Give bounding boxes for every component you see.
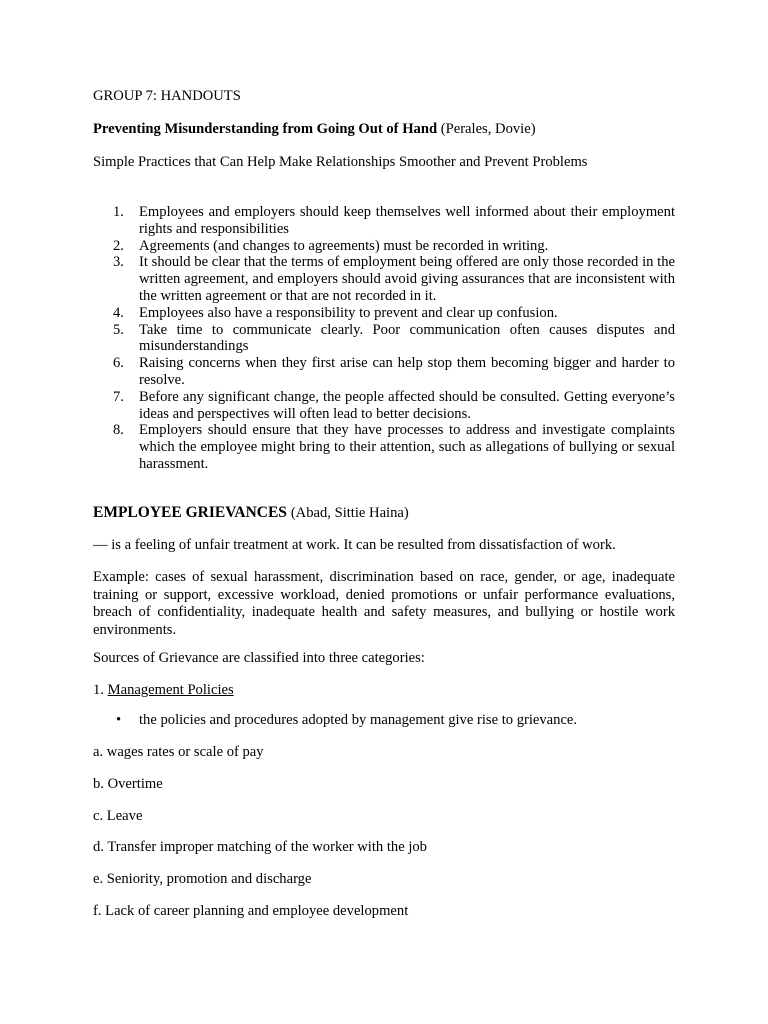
bullet-text: the policies and procedures adopted by management give rise to grievance.: [139, 712, 578, 728]
handout-title: GROUP 7: HANDOUTS: [93, 88, 241, 104]
section1-authors: (Perales, Dovie): [440, 121, 536, 137]
sub-item: c. Leave: [93, 808, 143, 824]
list-item: 3. It should be clear that the terms of employment being offered are only those recorded in the written agreement, and employers should avoid giving assurances that are inconsistent with the written agreement or that are not recorded in it.: [113, 254, 675, 304]
practices-list: [93, 204, 675, 473]
section2-heading-line: [93, 504, 409, 522]
list-item: 1. Employees and employers should keep themselves well informed about their employment rights and responsibilities: [113, 204, 675, 237]
grievance-example: Example: cases of sexual harassment, discrimination based on race, gender, or age, inadequate training or support, excessive workload, denied promotions or unfair performance evaluations, breach of confidentiality, inadequate health and safety measures, and bullying or hostile work environments.: [93, 569, 675, 638]
bullet-icon: •: [116, 712, 122, 728]
section2-heading: EMPLOYEE GRIEVANCES: [93, 504, 287, 521]
section1-heading: Preventing Misunderstanding from Going Out of Hand: [93, 121, 438, 137]
list-item: 7. Before any significant change, the people affected should be consulted. Getting everyone’s ideas and perspectives will often lead to better decisions.: [113, 388, 675, 422]
category-title: Management Policies: [107, 682, 234, 698]
list-item: 6. Raising concerns when they first arise can help stop them becoming bigger and harder to resolve.: [113, 355, 675, 388]
sources-intro: Sources of Grievance are classified into three categories:: [93, 650, 425, 666]
section2-authors: (Abad, Sittie Haina): [290, 505, 409, 521]
sub-item: d. Transfer improper matching of the worker with the job: [93, 839, 427, 855]
list-item: 5. Take time to communicate clearly. Poor communication often causes disputes and misunderstandings: [113, 321, 675, 355]
list-item: 4. Employees also have a responsibility to prevent and clear up confusion.: [113, 304, 558, 321]
sub-item: e. Seniority, promotion and discharge: [93, 871, 312, 887]
list-item: 2. Agreements (and changes to agreements) must be recorded in writing.: [113, 237, 549, 254]
category-heading: [93, 682, 234, 699]
list-item: 8. Employers should ensure that they have processes to address and investigate complaints which the employee might bring to their attention, such as allegations of bullying or sexual harassment.: [113, 422, 675, 472]
grievance-definition: — is a feeling of unfair treatment at work. It can be resulted from dissatisfaction of work.: [93, 537, 616, 553]
sub-item: f. Lack of career planning and employee development: [93, 903, 409, 919]
section1-subtitle: Simple Practices that Can Help Make Relationships Smoother and Prevent Problems: [93, 154, 588, 170]
category-number: 1.: [93, 682, 104, 698]
section1-heading-line: [93, 121, 536, 138]
sub-item: a. wages rates or scale of pay: [93, 744, 264, 760]
sub-item: b. Overtime: [93, 776, 163, 792]
